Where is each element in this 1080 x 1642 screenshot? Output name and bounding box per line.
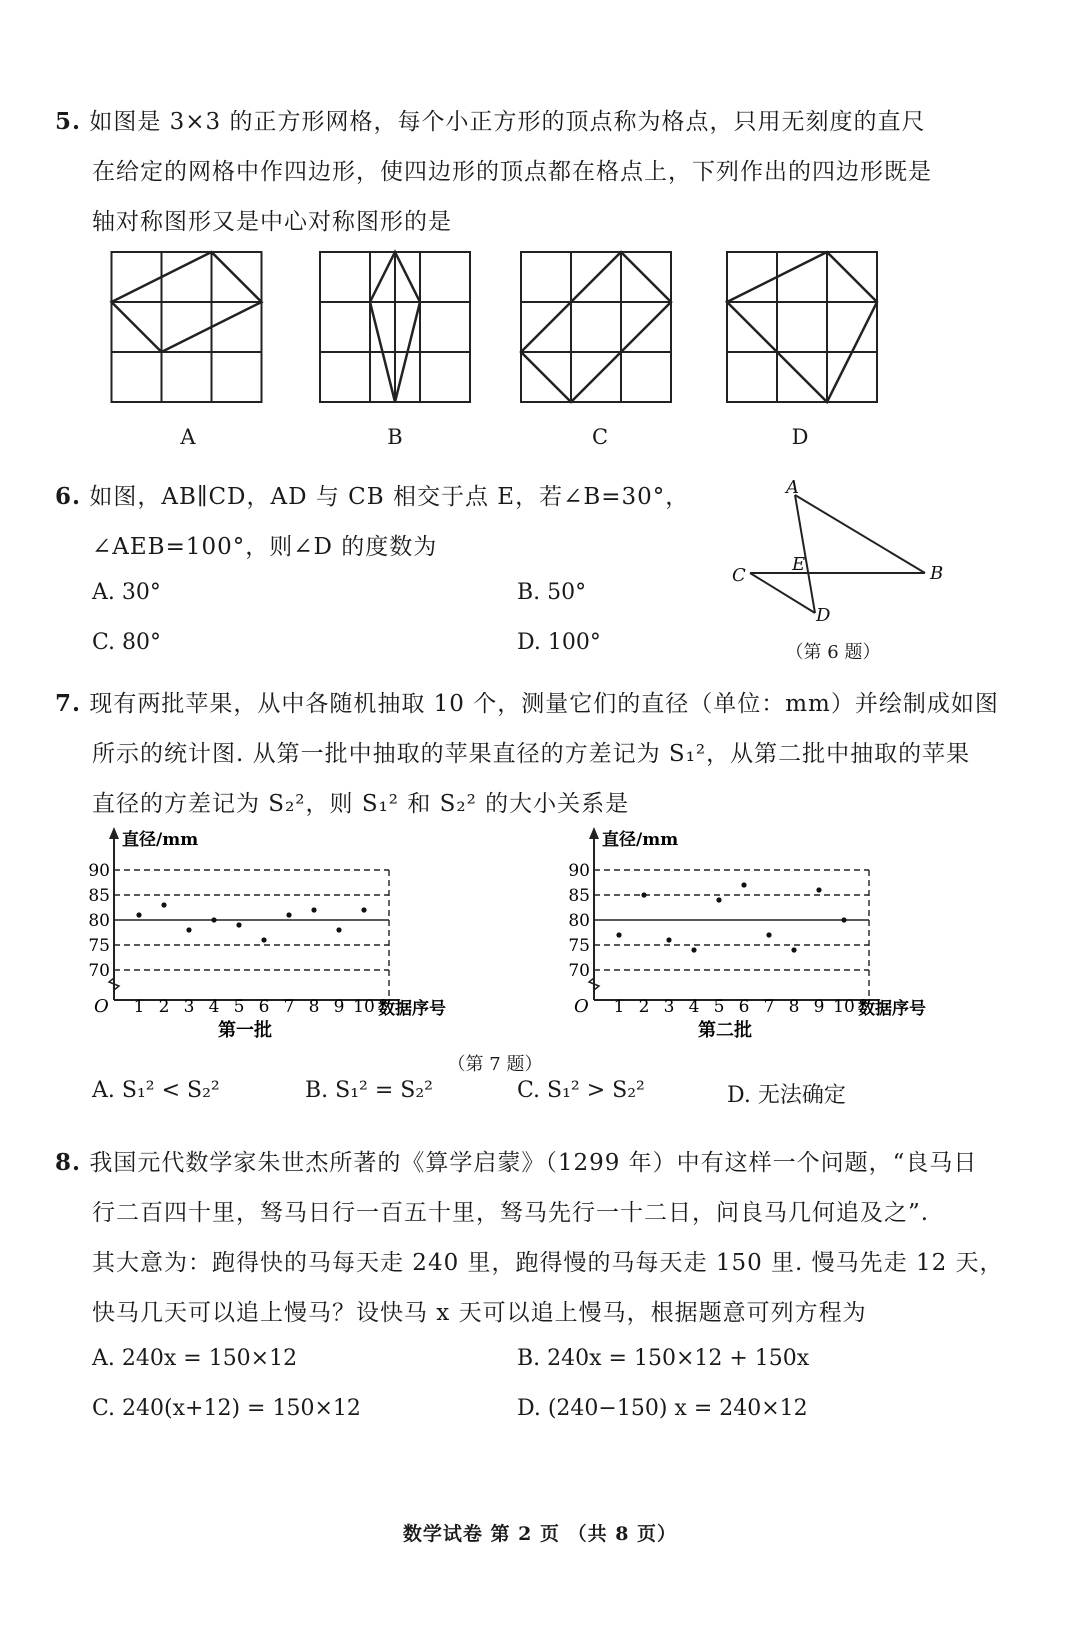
batch1-point-6 <box>261 937 266 942</box>
batch2-ytick-70: 70 <box>568 961 590 981</box>
batch1-xtick-7: 7 <box>283 997 295 1017</box>
batch1-point-3 <box>186 927 191 932</box>
batch2-point-6 <box>741 882 746 887</box>
q6-line2: ∠AEB=100°，则∠D 的度数为 <box>92 534 438 560</box>
batch2-point-4 <box>691 947 696 952</box>
q5-number: 5. <box>55 108 82 135</box>
batch1-point-10 <box>361 907 366 912</box>
point-a-label: A <box>786 477 799 498</box>
q5-line1: 5. 如图是 3×3 的正方形网格，每个小正方形的顶点称为格点，只用无刻度的直尺 <box>55 108 926 135</box>
segment-ab <box>795 495 925 573</box>
batch2-y-label: 直径/mm <box>602 830 679 850</box>
batch2-xtick-6: 6 <box>738 997 750 1017</box>
batch1-xtick-9: 9 <box>333 997 345 1017</box>
batch2-point-3 <box>666 937 671 942</box>
grid-label-b: B <box>387 425 403 449</box>
q6-option-c[interactable]: C. 80° <box>92 630 162 655</box>
point-b-label: B <box>930 563 944 584</box>
q7-option-d[interactable]: D. 无法确定 <box>727 1083 846 1108</box>
point-d-label: D <box>816 605 831 626</box>
batch2-xtick-8: 8 <box>788 997 800 1017</box>
q7-line1: 7. 现有两批苹果，从中各随机抽取 10 个，测量它们的直径（单位：mm）并绘制成如图 <box>55 690 999 717</box>
batch1-origin: O <box>94 996 109 1017</box>
batch2-point-7 <box>766 932 771 937</box>
q8-line1: 8. 我国元代数学家朱世杰所著的《算学启蒙》（1299 年）中有这样一个问题，“良马日 <box>55 1149 978 1176</box>
batch1-point-7 <box>286 912 291 917</box>
batch2-xtick-1: 1 <box>613 997 625 1017</box>
q8-option-a[interactable]: A. 240x = 150×12 <box>92 1346 298 1371</box>
grid-label-c: C <box>591 425 609 449</box>
grid-label-d: D <box>791 425 809 449</box>
batch1-ytick-80: 80 <box>88 911 110 931</box>
batch1-xtick-3: 3 <box>183 997 195 1017</box>
q8-line3: 其大意为：跑得快的马每天走 240 里，跑得慢的马每天走 150 里. 慢马先走 12 天， <box>92 1250 1004 1276</box>
q8-option-d[interactable]: D. (240−150) x = 240×12 <box>517 1396 808 1421</box>
batch1-x-label: 数据序号 <box>378 999 446 1019</box>
batch2-x-label: 数据序号 <box>858 999 926 1019</box>
batch1-ytick-85: 85 <box>88 886 110 906</box>
batch2-ytick-90: 90 <box>568 861 590 881</box>
batch1-point-8 <box>311 907 316 912</box>
batch2-xtick-9: 9 <box>813 997 825 1017</box>
batch1-point-5 <box>236 922 241 927</box>
batch2-point-8 <box>791 947 796 952</box>
q6-number: 6. <box>55 483 82 510</box>
q7-option-a[interactable]: A. S₁² < S₂² <box>92 1078 220 1103</box>
batch1-y-axis-arrow <box>109 827 119 839</box>
batch1-ytick-75: 75 <box>88 936 110 956</box>
q6-figure <box>730 475 960 630</box>
page-footer: 数学试卷 第 2 页 （共 8 页） <box>402 1523 678 1545</box>
q5-line2: 在给定的网格中作四边形，使四边形的顶点都在格点上，下列作出的四边形既是 <box>92 159 932 185</box>
batch1-xtick-6: 6 <box>258 997 270 1017</box>
batch2-xtick-3: 3 <box>663 997 675 1017</box>
q8-line4: 快马几天可以追上慢马？设快马 x 天可以追上慢马，根据题意可列方程为 <box>92 1300 867 1326</box>
chart-batch-1 <box>90 825 490 1050</box>
batch2-y-axis-arrow <box>589 827 599 839</box>
q7-option-b[interactable]: B. S₁² = S₂² <box>305 1078 433 1103</box>
batch2-point-10 <box>841 917 846 922</box>
batch1-point-4 <box>211 917 216 922</box>
q6-option-a[interactable]: A. 30° <box>92 580 161 605</box>
batch1-xtick-1: 1 <box>133 997 145 1017</box>
batch2-point-9 <box>816 887 821 892</box>
batch2-origin: O <box>574 996 589 1017</box>
batch2-xtick-5: 5 <box>713 997 725 1017</box>
q8-option-b[interactable]: B. 240x = 150×12 + 150x <box>517 1346 810 1371</box>
q6-option-d[interactable]: D. 100° <box>517 630 601 655</box>
batch2-ytick-80: 80 <box>568 911 590 931</box>
q8-option-c[interactable]: C. 240(x+12) = 150×12 <box>92 1396 361 1421</box>
q5-line3: 轴对称图形又是中心对称图形的是 <box>92 209 452 235</box>
q7-number: 7. <box>55 690 82 717</box>
grid-figure-d <box>727 252 877 402</box>
batch1-xtick-5: 5 <box>233 997 245 1017</box>
batch2-xtick-2: 2 <box>638 997 650 1017</box>
batch1-xtick-4: 4 <box>208 997 220 1017</box>
batch2-xtick-7: 7 <box>763 997 775 1017</box>
batch1-ytick-70: 70 <box>88 961 110 981</box>
batch2-xtick-4: 4 <box>688 997 700 1017</box>
batch1-ytick-90: 90 <box>88 861 110 881</box>
batch1-xtick-8: 8 <box>308 997 320 1017</box>
q7-line3: 直径的方差记为 S₂²，则 S₁² 和 S₂² 的大小关系是 <box>92 791 630 817</box>
batch2-point-2 <box>641 892 646 897</box>
segment-cd <box>750 573 815 613</box>
batch2-ytick-85: 85 <box>568 886 590 906</box>
grid-figure-c <box>520 252 672 402</box>
batch1-point-9 <box>336 927 341 932</box>
q6-option-b[interactable]: B. 50° <box>517 580 587 605</box>
batch1-point-1 <box>136 912 141 917</box>
point-e-label: E <box>792 554 806 575</box>
grid-figure-b <box>320 252 470 402</box>
q8-number: 8. <box>55 1149 82 1176</box>
batch1-title: 第一批 <box>218 1020 272 1041</box>
chart-batch-2 <box>570 825 970 1050</box>
batch1-point-2 <box>161 902 166 907</box>
point-c-label: C <box>732 565 746 586</box>
q6-caption: （第 6 题） <box>785 642 881 663</box>
batch2-ytick-75: 75 <box>568 936 590 956</box>
batch1-y-label: 直径/mm <box>122 830 199 850</box>
batch2-point-5 <box>716 897 721 902</box>
batch2-title: 第二批 <box>698 1020 752 1041</box>
grid-label-a: A <box>180 425 196 449</box>
batch2-point-1 <box>616 932 621 937</box>
q8-line2: 行二百四十里，驽马日行一百五十里，驽马先行一十二日，问良马几何追及之”. <box>92 1200 930 1226</box>
q7-line2: 所示的统计图. 从第一批中抽取的苹果直径的方差记为 S₁²，从第二批中抽取的苹果 <box>92 741 971 767</box>
q6-line1: 6. 如图，AB∥CD，AD 与 CB 相交于点 E，若∠B=30°， <box>55 483 690 510</box>
batch1-xtick-10: 10 <box>353 997 375 1017</box>
batch2-xtick-10: 10 <box>833 997 855 1017</box>
grid-figure-a <box>110 252 263 402</box>
q7-caption: （第 7 题） <box>447 1054 543 1075</box>
batch1-xtick-2: 2 <box>158 997 170 1017</box>
q7-option-c[interactable]: C. S₁² > S₂² <box>517 1078 645 1103</box>
